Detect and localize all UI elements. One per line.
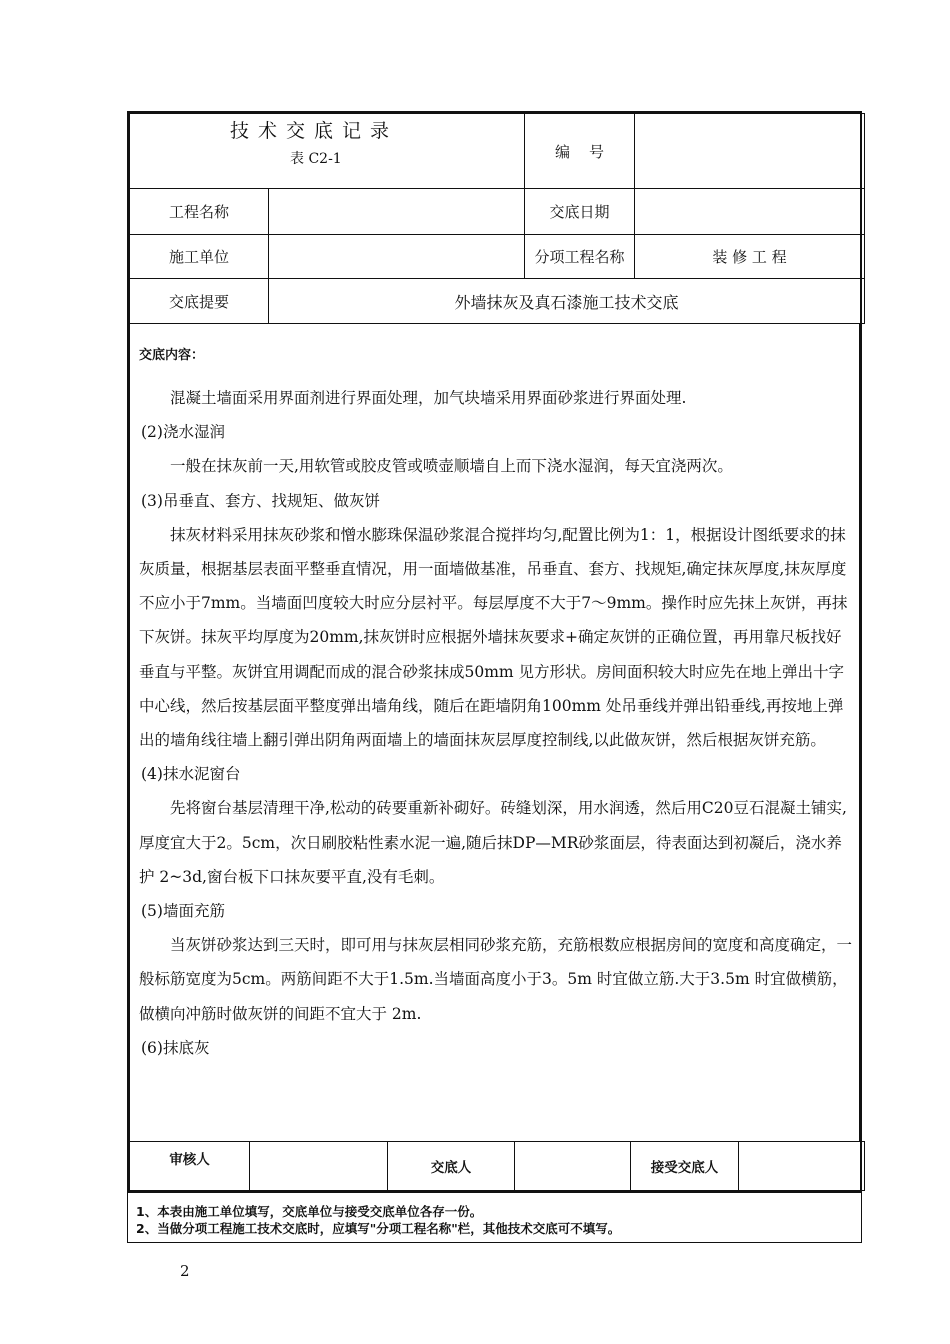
number-field[interactable] [635,114,865,189]
content-body [139,381,857,1065]
page-number: 2 [180,1262,190,1280]
signature-table [129,1141,865,1191]
content-paragraph: 混凝土墙面采用界面剂进行界面处理，加气块墙采用界面砂浆进行界面处理. [170,389,687,407]
form-code: 表 C2-1 [290,151,342,167]
content-label: 交底内容： [139,348,205,363]
discloser-label: 交底人 [388,1142,515,1191]
date-field[interactable] [635,189,865,235]
section-heading: (3)吊垂直、套方、找规矩、做灰饼 [141,491,380,510]
reviewer-field[interactable] [250,1142,388,1191]
content-paragraph: 当灰饼砂浆达到三天时，即可用与抹灰层相同砂浆充筋，充筋根数应根据房间的宽度和高度确定，一般标筋宽度为5cm。两筋间距不大于1.5m.当墙面高度小于3。5m 时宜做立筋.大于3.5m 时宜做横筋，做横向冲筋时做灰饼的间距不宜大于 2m. [139,936,853,1023]
receiver-label: 接受交底人 [631,1142,739,1191]
date-label: 交底日期 [525,189,635,235]
content-paragraph: 抹灰材料采用抹灰砂浆和憎水膨珠保温砂浆混合搅拌均匀,配置比例为1：1，根据设计图纸要求的抹灰质量，根据基层表面平整垂直情况，用一面墙做基准，吊垂直、套方、找规矩,确定抹灰厚度,抹灰厚度不应小于7mm。当墙面凹度较大时应分层衬平。每层厚度不大于7～9mm。操作时应先抹上灰饼，再抹下灰饼。抹灰平均厚度为20mm,抹灰饼时应根据外墙抹灰要求+确定灰饼的正确位置，再用靠尺板找好垂直与平整。灰饼宜用调配而成的混合砂浆抹成50mm 见方形状。房间面积较大时应先在地上弹出十字中心线，然后按基层面平整度弹出墙角线，随后在距墙阴角100mm 处吊垂线并弹出铅垂线,再按地上弹出的墙角线往墙上翻引弹出阴角两面墙上的墙面抹灰层厚度控制线,以此做灰饼，然后根据灰饼充筋。 [139,525,848,750]
project-name-label: 工程名称 [130,189,269,235]
content-paragraph: 一般在抹灰前一天,用软管或胶皮管或喷壶顺墙自上而下浇水湿润，每天宜浇两次。 [170,457,733,476]
unit-field[interactable] [269,235,525,279]
header-table [129,113,865,324]
sub-project-field[interactable]: 装 修 工 程 [635,235,865,279]
disclosure-form [127,111,862,1243]
form-title: 技术交底记录 [230,120,399,142]
discloser-field[interactable] [515,1142,631,1191]
unit-label: 施工单位 [130,235,269,279]
notes-box [127,1193,862,1243]
title-cell [130,114,525,189]
summary-label: 交底提要 [130,279,269,324]
section-heading: (4)抹水泥窗台 [141,765,241,784]
note-item: 1、本表由施工单位填写，交底单位与接受交底单位各存一份。 [136,1204,483,1219]
form-frame [127,111,862,1193]
note-item: 2、当做分项工程施工技术交底时，应填写"分项工程名称"栏，其他技术交底可不填写。 [136,1221,621,1236]
content-paragraph: 先将窗台基层清理干净,松动的砖要重新补砌好。砖缝划深，用水润透，然后用C20豆石混凝土铺实,厚度宜大于2。5cm，次日刷胶粘性素水泥一遍,随后抹DP—MR砂浆面层，待表面达到初凝后，浇水养护 2~3d,窗台板下口抹灰要平直,没有毛刺。 [139,799,847,886]
receiver-field[interactable] [739,1142,865,1191]
sub-project-label: 分项工程名称 [525,235,635,279]
project-name-field[interactable] [269,189,525,235]
section-heading: (5)墙面充筋 [141,902,225,921]
content-area [129,324,860,1141]
reviewer-label: 审核人 [130,1142,250,1191]
section-heading: (2)浇水湿润 [141,423,225,442]
section-heading: (6)抹底灰 [141,1038,210,1057]
summary-field[interactable]: 外墙抹灰及真石漆施工技术交底 [269,279,865,324]
number-label: 编 号 [525,114,635,189]
